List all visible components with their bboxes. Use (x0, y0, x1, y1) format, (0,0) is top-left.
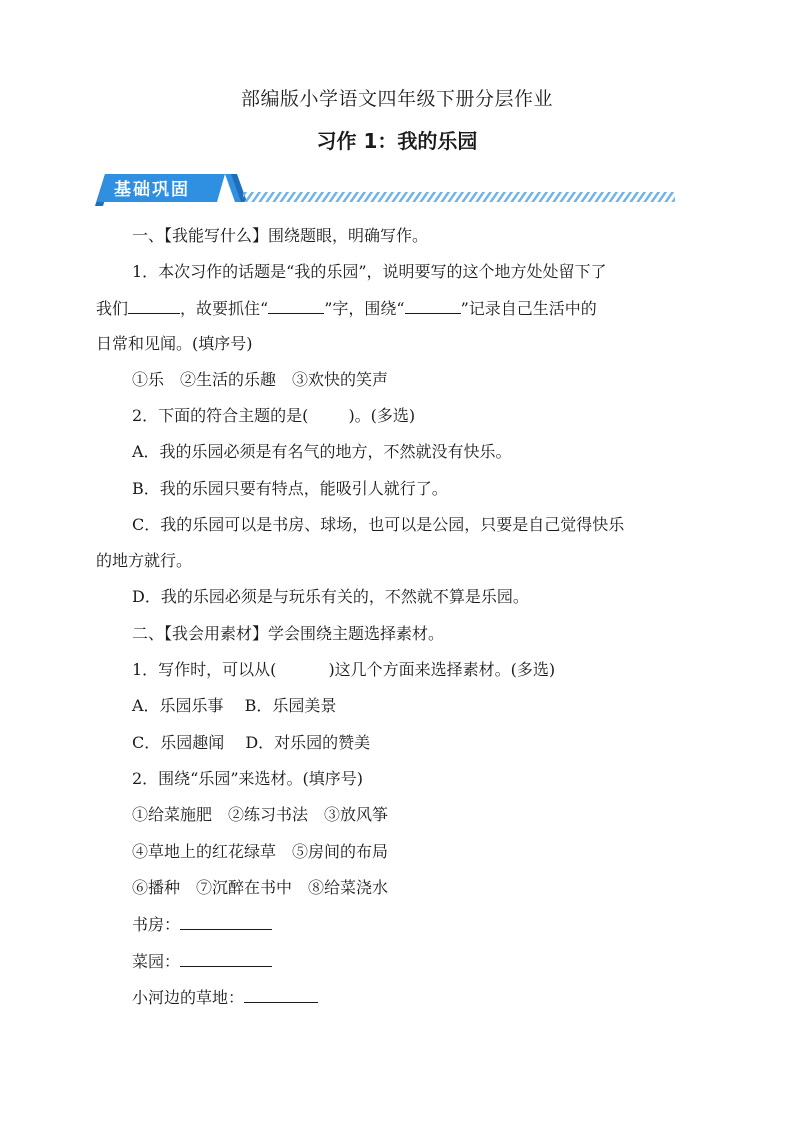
q1-text-d: ”记录自己生活中的 (460, 299, 597, 318)
q2-option-d: D．我的乐园必须是与玩乐有关的，不然就不算是乐园。 (132, 587, 529, 606)
q1-options: ①乐 ②生活的乐趣 ③欢快的笑声 (132, 370, 389, 389)
p2-q1-text-b: )这几个方面来选择素材。(多选) (328, 660, 556, 679)
p2-q1-options-cd: C．乐园趣闻 D．对乐园的赞美 (132, 733, 371, 752)
part2-heading: 二、【我会用素材】学会围绕主题选择素材。 (132, 624, 445, 643)
part1-heading: 一、【我能写什么】围绕题眼，明确写作。 (132, 226, 429, 245)
fill-vegetable-garden-blank[interactable] (180, 951, 272, 967)
answer-blank-1[interactable] (128, 298, 180, 314)
q2-option-a: A．我的乐园必须是有名气的地方，不然就没有快乐。 (132, 442, 512, 461)
fill-study-room-label: 书房： (132, 915, 181, 934)
page-title: 部编版小学语文四年级下册分层作业 (240, 88, 553, 110)
fill-riverside-lawn-blank[interactable] (244, 987, 318, 1003)
q1-line3: 日常和见闻。(填序号) (96, 334, 253, 353)
q1-line2 (96, 298, 708, 319)
fill-vegetable-garden (96, 951, 744, 972)
q2-stem-text-b: )。(多选) (348, 406, 416, 425)
q2-option-c-line1: C．我的乐园可以是书房、球场，也可以是公园，只要是自己觉得快乐 (132, 515, 625, 534)
p2-q1-options-ab: A．乐园乐事 B．乐园美景 (132, 696, 337, 715)
answer-blank-2[interactable] (268, 298, 324, 314)
p2-q1-text-a: 1．写作时，可以从( (132, 660, 277, 679)
p2-q2-items-2: ④草地上的红花绿草 ⑤房间的布局 (132, 842, 389, 861)
section-banner-label: 基础巩固 (114, 180, 190, 200)
q1-line1: 1．本次习作的话题是“我的乐园”，说明要写的这个地方处处留下了 (132, 262, 607, 281)
p2-q2-items-3: ⑥播种 ⑦沉醉在书中 ⑧给菜浇水 (132, 878, 389, 897)
p2-q2-stem: 2．围绕“乐园”来选材。(填序号) (132, 769, 364, 788)
fill-study-room (96, 914, 744, 935)
fill-vegetable-garden-label: 菜园： (132, 952, 181, 971)
q1-text-b: ，故要抓住“ (180, 299, 269, 318)
q1-text-a: 我们 (96, 299, 129, 318)
fill-riverside-lawn (96, 987, 744, 1008)
p2-q1-stem (96, 660, 744, 680)
fill-study-room-blank[interactable] (180, 914, 272, 930)
fill-riverside-lawn-label: 小河边的草地： (132, 988, 245, 1007)
page-subtitle: 习作 1：我的乐园 (316, 129, 478, 153)
q2-stem-text-a: 2．下面的符合主题的是( (132, 406, 309, 425)
q2-option-b: B．我的乐园只要有特点，能吸引人就行了。 (132, 479, 448, 498)
answer-blank-3[interactable] (405, 298, 461, 314)
q2-stem (96, 406, 744, 426)
p2-q2-items-1: ①给菜施肥 ②练习书法 ③放风筝 (132, 805, 389, 824)
q1-text-c: ”字，围绕“ (324, 299, 405, 318)
q2-option-c-line2: 的地方就行。 (96, 551, 193, 570)
